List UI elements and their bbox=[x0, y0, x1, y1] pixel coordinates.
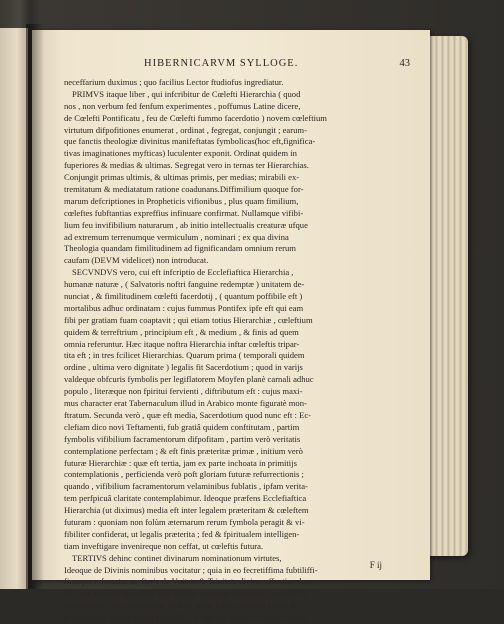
text-line: cœleftes fubftantias expreffius infinuare confirmat. Nullamque vifibi- bbox=[64, 207, 304, 218]
text-line: primordiales caufas prima proceffio , ac per eas iterùm à fummo ufque bbox=[64, 612, 307, 623]
text-line: ad extremum terrenumque vermiculum , nominari ; ex qua divina bbox=[64, 231, 289, 242]
text-line: humanæ naturæ , ( Salvatoris noftri fanguine redemptæ ) unitatem de- bbox=[64, 279, 305, 290]
text-line: Theologia quandam fimilitudinem ad fignificandam omnium rerum bbox=[64, 243, 296, 254]
spine-shadow bbox=[26, 24, 44, 589]
text-line: ftratum. Secunda verò , quæ eft media, Sacerdotium quod nunc eft : Ec- bbox=[64, 409, 311, 420]
text-line: TERTIVS dehinc continet divinarum nominationum virtutes, bbox=[72, 552, 282, 563]
text-line: quando , vifibilium facramentorum velaminibus fublatis , ipfam verita- bbox=[64, 481, 308, 492]
text-line: mortalibus adhuc ordinatam : cujus fummus Pontifex ipfe eft qui eam bbox=[64, 302, 304, 313]
text-line: SECVNDVS vero, cui eft infcriptio de Ecclefiaftica Hierarchia , bbox=[72, 267, 294, 278]
text-line: futuræ Hierarchiæ : quæ eft tertia, jam ex parte inchoata in primitijs bbox=[64, 457, 297, 468]
text-line: valdeque obfcuris fymbolis per legiflatorem Moyfen planè carnali adhuc bbox=[64, 374, 314, 385]
text-line: tivas imaginationes myfticas) luculenter exponit. Ordinat quidem in bbox=[64, 148, 297, 159]
text-line: nos , non verbum fed fenfum experimentes , poffumus Latine dicere, bbox=[64, 100, 301, 111]
text-line: fymbolis vifibilium facramentorum difpofitam , partim verò veritatis bbox=[64, 433, 301, 444]
text-line: nunciat , & fimilitudinem cœlefti facerdotij , ( quantum poffibile eft ) bbox=[64, 291, 303, 302]
text-line: lium feu invifibilium naturarum , ab initio intellectualis creaturæ ufque bbox=[64, 219, 308, 230]
text-line: fibiliter confiderat, ut legalis præterita ; fed & fpiritualem intelligen- bbox=[64, 528, 300, 539]
book-page bbox=[32, 30, 430, 623]
text-line: fuperiores & medias & ultimas. Segregat vero in ternas ter Hierarchias. bbox=[64, 160, 309, 171]
running-head: HIBERNICARVM SYLLOGE. bbox=[144, 58, 299, 69]
text-line: marum defcriptiones in Propheticis vifionibus , plus quam fimilium, bbox=[64, 195, 299, 206]
text-line: Ideoque de Divinis nominibus vocitatur ; quia in eo fecretiffima fubtiliffi- bbox=[64, 564, 318, 575]
text-line: tiam inveftigare invenireque non ceffat, ut cœleftis futura. bbox=[64, 540, 264, 551]
text-line: tremitatum & mediatatum ratione coadunans.Diffimilium quoque for- bbox=[64, 184, 304, 195]
facing-page-edge bbox=[0, 28, 28, 589]
text-line: Hierarchia (ut diximus) media eft inter legalem præteritam & cœleftem bbox=[64, 505, 309, 516]
text-line: ordine , ultima vero dignitate ) legalis fit Sacerdotium ; quod in varijs bbox=[64, 362, 303, 373]
text-line: mus character erat Tabernaculum illud in Arabico monte figuratè mon- bbox=[64, 398, 307, 409]
text-line: neceffarium duximus ; quo facilius Lector ftudiofus ingrediatur. bbox=[64, 77, 284, 87]
text-line: Conjungit primas ultimis, & ultimas primis, per medias; mirabili ex- bbox=[64, 172, 300, 183]
text-line: que fanctis theologiæ divinitus manifeftatas fymbolicas(hoc eft,fignifica- bbox=[64, 136, 316, 147]
body-text bbox=[64, 77, 424, 624]
text-line: de Cœlefti Pontificatu , feu de Cœlefti fummo facerdotio ) novem cœleftium bbox=[64, 112, 327, 123]
text-line: contemplatione perfectam ; & eft finis præteritæ primæ , initium verò bbox=[64, 445, 303, 456]
page-number: 43 bbox=[399, 58, 410, 69]
page-header bbox=[32, 58, 430, 74]
text-line: clefiam dico novi Teftamenti, fub gratiâ quidem conftitutam , partim bbox=[64, 421, 300, 432]
text-line: tita eft ; in tres fcilicet Hierarchias. Quarum prima ( temporali quidem bbox=[64, 350, 305, 361]
text-line: caufam (DEVM videlicet) non introducat. bbox=[64, 255, 209, 266]
text-line: populo , literæque non fpiritui fervienti , diftributum eft : cujus maxi- bbox=[64, 386, 303, 397]
text-line: Inhumanato Filio conveniunt. quæ fit unius folius omnium caufæ in bbox=[64, 600, 297, 611]
text-line: omnia referuntur. Hæc itaque noftra Hierarchia inftar cœleftis tripar- bbox=[64, 338, 300, 349]
text-line: quidem & terreftrium , principium eft , & medium , & finis ad quem bbox=[64, 326, 299, 337]
text-line: PRIMVS itaque liber , qui infcribitur de Cœlefti Hierarchia ( quod bbox=[72, 88, 301, 99]
signature-mark: F ij bbox=[369, 560, 382, 570]
text-line: tem perfpicuâ claritate contemplabimur. Ideoque præfens Ecclefiaftica bbox=[64, 493, 307, 504]
text-line: fimaque referantur myfteria de Vnitate & Trinitate divinæ effentiæ : hoc bbox=[64, 576, 312, 587]
text-line: fibi per gratiam fuam coaptavit ; qui etiam totius Hierarchiæ , cœleftium bbox=[64, 314, 313, 325]
text-line: eft, quæ nomina difcretam quæ unitam infinuant Deitatem ; quæ per fe bbox=[64, 588, 307, 599]
text-line: contemplationis , perficienda verò poft gloriam futuræ refurrectionis ; bbox=[64, 469, 304, 480]
text-line: virtutum difpofitiones enumerat , ordinat , fegregat, conjungit ; earum- bbox=[64, 124, 307, 135]
text-line: futuram : quoniam non folùm æternarum rerum fymbola peragit & vi- bbox=[64, 516, 305, 527]
